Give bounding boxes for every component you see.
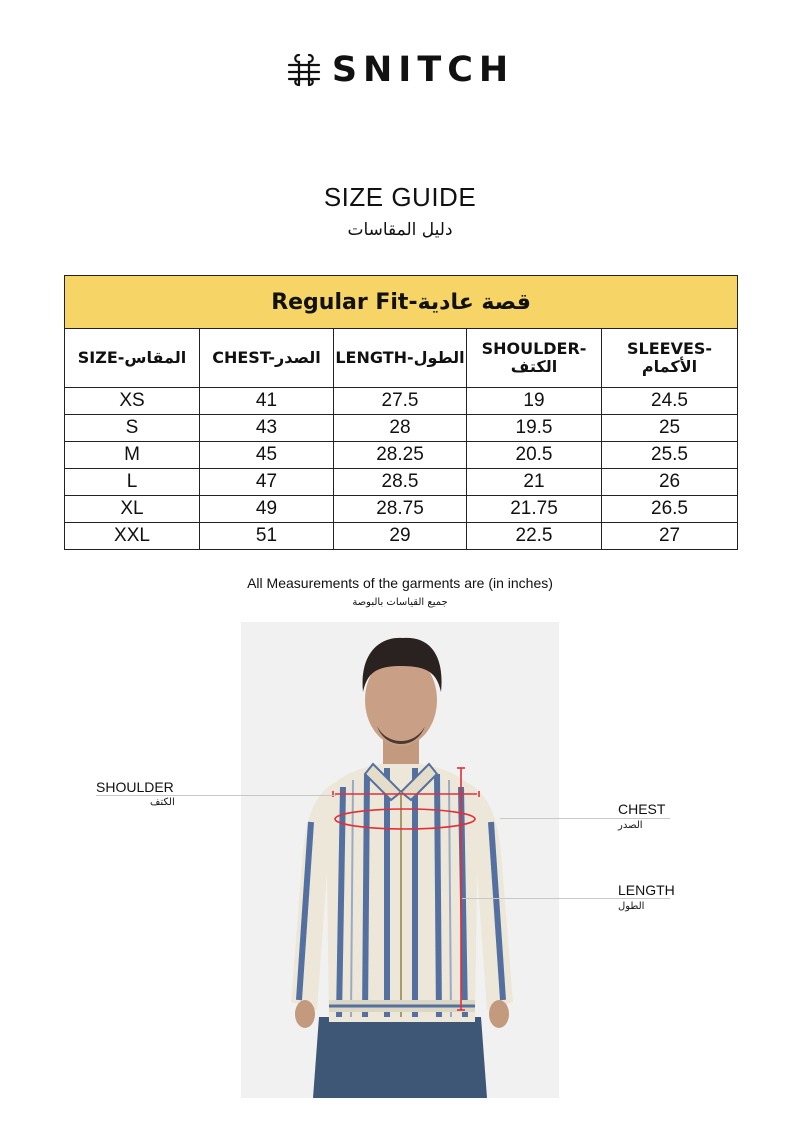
- table-cell: 21: [467, 469, 602, 496]
- table-cell: 25: [602, 415, 738, 442]
- table-cell: 47: [200, 469, 334, 496]
- table-cell: 26.5: [602, 496, 738, 523]
- table-cell: 19: [467, 388, 602, 415]
- table-row: [65, 496, 738, 523]
- measurement-note: All Measurements of the garments are (in inches): [247, 575, 553, 591]
- table-cell: XL: [65, 496, 200, 523]
- chest-leader-line: [500, 818, 670, 819]
- table-cell: 43: [200, 415, 334, 442]
- table-cell: 19.5: [467, 415, 602, 442]
- table-cell: 49: [200, 496, 334, 523]
- table-row: [65, 469, 738, 496]
- header-line-arabic: الأكمام: [641, 357, 698, 376]
- page-title: SIZE GUIDE: [323, 182, 477, 212]
- snitch-logo-icon: [286, 52, 322, 88]
- chest-label: CHEST: [618, 801, 666, 817]
- header-line: SIZE-المقاس: [77, 348, 187, 367]
- table-cell: XXL: [65, 523, 200, 550]
- header-line: SHOULDER-: [481, 339, 587, 358]
- column-header-row: [65, 329, 738, 388]
- table-cell: 28.5: [334, 469, 467, 496]
- shoulder-label: SHOULDER: [96, 779, 174, 795]
- header-line: LENGTH-الطول: [335, 348, 465, 367]
- column-header: [200, 329, 334, 388]
- table-row: [65, 388, 738, 415]
- table-cell: 28.25: [334, 442, 467, 469]
- table-cell: 41: [200, 388, 334, 415]
- fit-label: Regular Fit-قصة عادية: [65, 276, 738, 329]
- fit-header-row: [65, 276, 738, 329]
- page-title-arabic: دليل المقاسات: [347, 220, 453, 240]
- table-cell: 27: [602, 523, 738, 550]
- column-header: [334, 329, 467, 388]
- table-cell: 20.5: [467, 442, 602, 469]
- column-header: [467, 329, 602, 388]
- table-cell: 26: [602, 469, 738, 496]
- column-header: [65, 329, 200, 388]
- table-row: [65, 523, 738, 550]
- table-row: [65, 442, 738, 469]
- length-label: LENGTH: [618, 882, 675, 898]
- table-cell: L: [65, 469, 200, 496]
- table-cell: 51: [200, 523, 334, 550]
- shoulder-label-arabic: الكتف: [150, 797, 175, 808]
- header-line: SLEEVES-: [626, 339, 713, 358]
- column-header: [602, 329, 738, 388]
- table-row: [65, 415, 738, 442]
- model-photo: [241, 622, 559, 1098]
- length-label-arabic: الطول: [618, 901, 645, 912]
- header-line: CHEST-الصدر: [212, 348, 321, 367]
- table-cell: 27.5: [334, 388, 467, 415]
- measurement-note-arabic: جميع القياسات بالبوصة: [352, 597, 448, 608]
- table-cell: M: [65, 442, 200, 469]
- shoulder-leader-line: [96, 795, 336, 796]
- table-cell: 28.75: [334, 496, 467, 523]
- table-cell: 25.5: [602, 442, 738, 469]
- chest-label-arabic: الصدر: [618, 820, 643, 831]
- table-cell: XS: [65, 388, 200, 415]
- table-cell: 28: [334, 415, 467, 442]
- table-cell: S: [65, 415, 200, 442]
- table-cell: 21.75: [467, 496, 602, 523]
- table-cell: 29: [334, 523, 467, 550]
- length-leader-line: [462, 898, 670, 899]
- brand-name: SNITCH: [331, 50, 515, 90]
- header-line-arabic: الكتف: [510, 357, 558, 376]
- brand-logo: [0, 50, 800, 90]
- table-cell: 24.5: [602, 388, 738, 415]
- table-cell: 45: [200, 442, 334, 469]
- table-cell: 22.5: [467, 523, 602, 550]
- size-table: [64, 275, 738, 550]
